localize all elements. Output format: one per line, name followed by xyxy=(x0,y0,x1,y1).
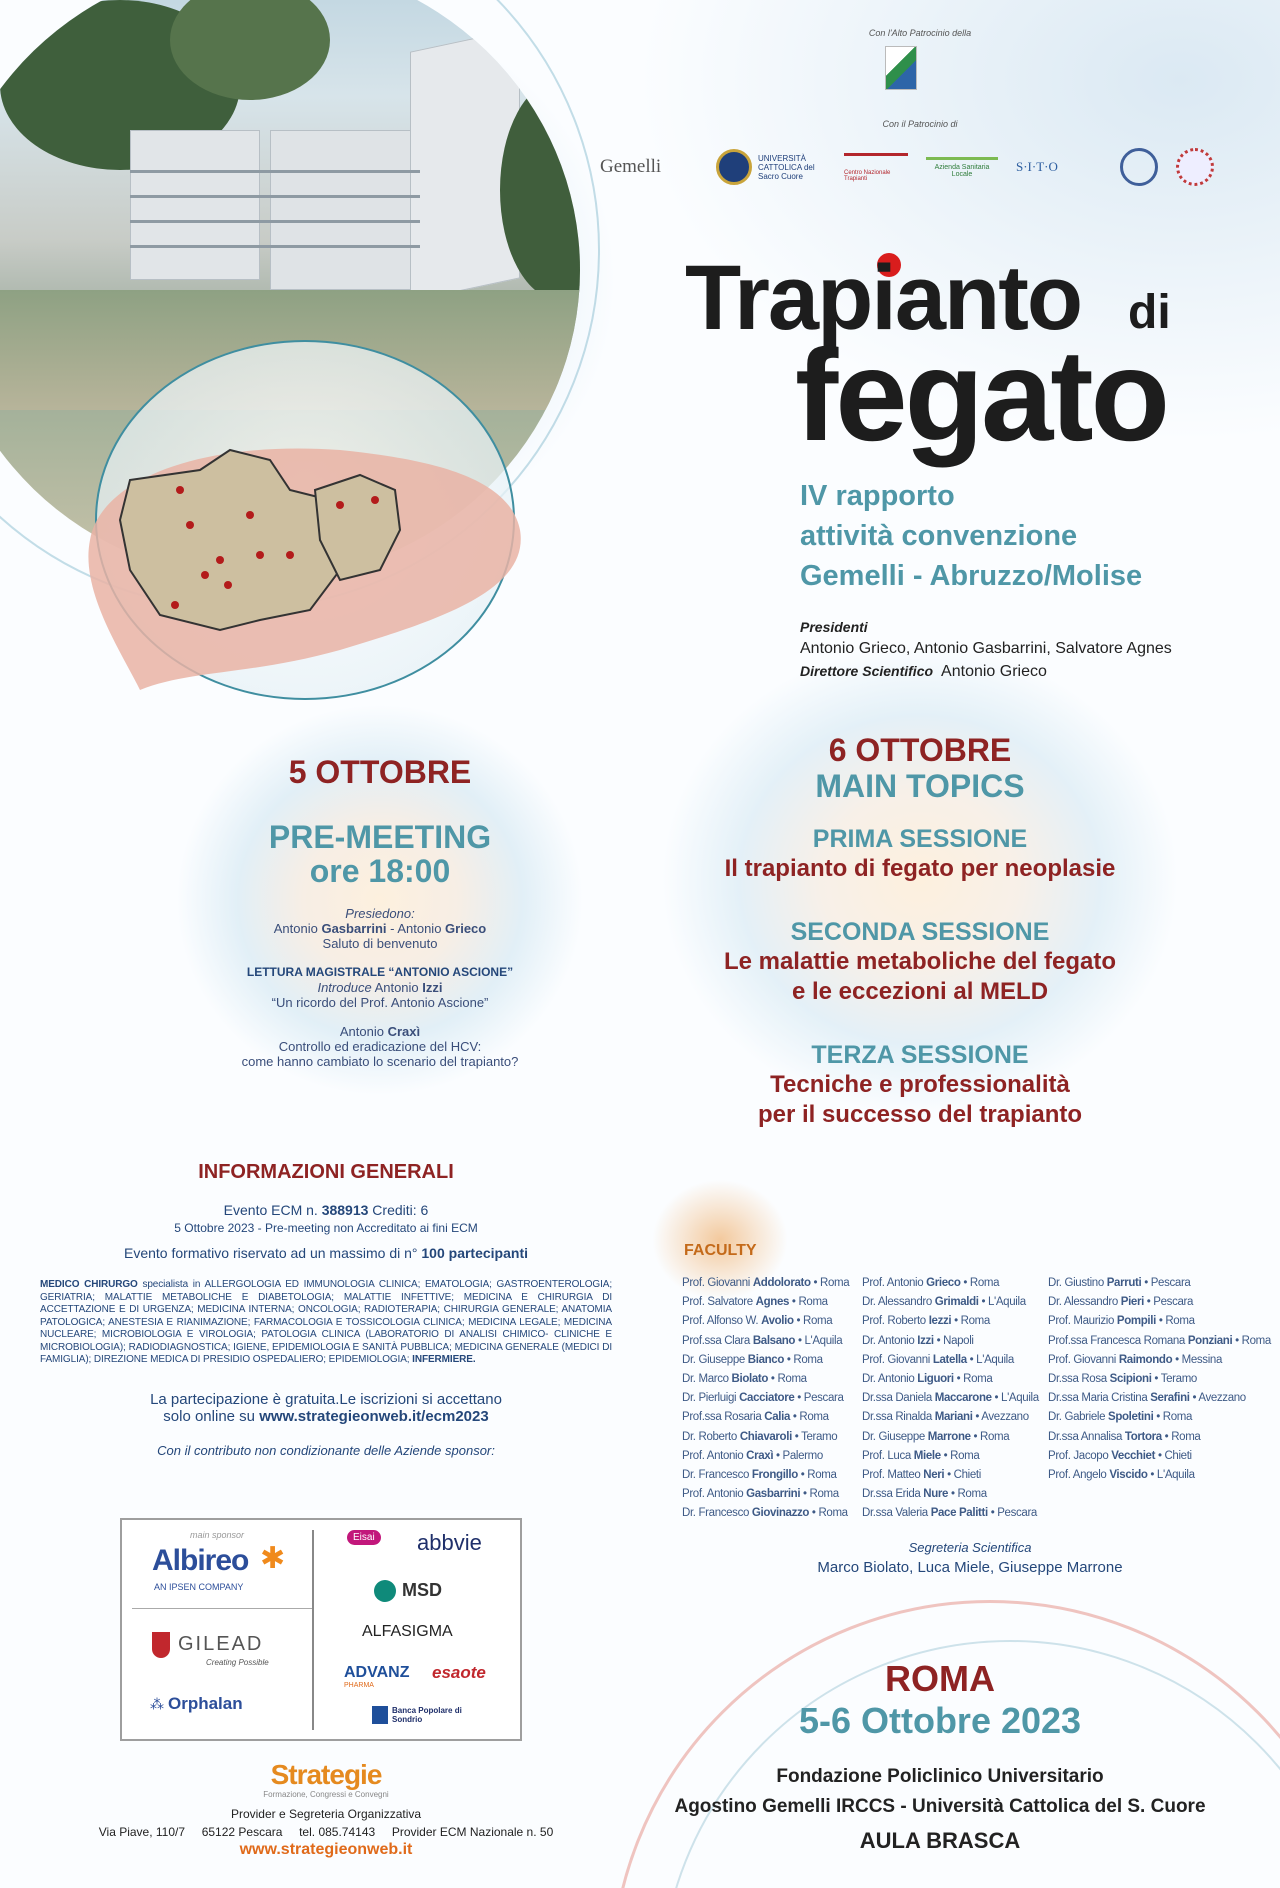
day1-lettura: LETTURA MAGISTRALE “ANTONIO ASCIONE” xyxy=(246,965,514,979)
online-line: solo online su www.strategieonweb.it/ecm2023 xyxy=(163,1407,489,1425)
title-di: di xyxy=(1128,286,1171,339)
session-2-title-2: e le eccezioni al MELD xyxy=(791,978,1049,1005)
albireo-logo: Albireo xyxy=(152,1544,249,1577)
day1-ricordo: “Un ricordo del Prof. Antonio Ascione” xyxy=(271,995,489,1010)
society-logo-icon xyxy=(1120,148,1158,186)
presidenti-label: Presidenti xyxy=(800,619,868,635)
faculty-member: Prof.ssa Clara Balsano • L'Aquila xyxy=(682,1334,843,1347)
venue-dates: 5-6 Ottobre 2023 xyxy=(798,1700,1082,1741)
faculty-column-1 xyxy=(682,1274,850,1524)
faculty-member: Prof. Roberto Iezzi • Roma xyxy=(862,1315,990,1328)
banca-logo: Banca Popolare di Sondrio xyxy=(372,1706,482,1724)
faculty-member: Dr. Antonio Izzi • Napoli xyxy=(862,1334,974,1347)
sponsor-divider xyxy=(312,1530,314,1730)
venue-city: ROMA xyxy=(885,1658,995,1699)
contributo-line: Con il contributo non condizionante delle Aziende sponsor: xyxy=(157,1442,495,1458)
regione-abruzzo-logo xyxy=(885,46,917,90)
albireo-sub: AN IPSEN COMPANY xyxy=(154,1582,244,1592)
abbvie-logo: abbvie xyxy=(417,1530,482,1555)
session-1-title: Il trapianto di fegato per neoplasie xyxy=(724,855,1116,882)
faculty-member: Dr.ssa Daniela Maccarone • L'Aquila xyxy=(862,1392,1039,1405)
advanz-sub: PHARMA xyxy=(344,1682,374,1689)
orphalan-icon: ⁂ xyxy=(150,1696,164,1712)
faculty-title: FACULTY xyxy=(684,1242,757,1259)
faculty-member: Dr.ssa Maria Cristina Serafini • Avezzano xyxy=(1048,1392,1246,1405)
faculty-member: Prof. Angelo Viscido • L'Aquila xyxy=(1048,1469,1195,1482)
venue-block xyxy=(640,1658,1240,1856)
esaote-logo: esaote xyxy=(432,1663,486,1682)
cnt-logo: Centro Nazionale Trapianti xyxy=(844,153,908,182)
faculty-member: Dr. Antonio Liguori • Roma xyxy=(862,1373,993,1386)
day1-title: PRE-MEETING xyxy=(268,819,492,855)
segreteria-block xyxy=(780,1540,1160,1576)
faculty-member: Prof. Antonio Craxì • Palermo xyxy=(682,1449,823,1462)
organizer-website[interactable]: www.strategieonweb.it xyxy=(239,1841,413,1858)
hero-subtitle xyxy=(800,476,1142,596)
faculty-member: Prof. Maurizio Pompili • Roma xyxy=(1048,1315,1195,1328)
faculty-member: Prof. Antonio Grieco • Roma xyxy=(862,1277,1000,1289)
faculty-member: Dr.ssa Erida Nure • Roma xyxy=(862,1488,987,1501)
albireo-star-icon: ✱ xyxy=(260,1542,286,1575)
direttore-name: Antonio Grieco xyxy=(941,663,1047,680)
day2-date: 6 OTTOBRE xyxy=(828,732,1012,768)
advanz-logo: ADVANZ xyxy=(344,1664,410,1681)
title-trapianto: Trapianto xyxy=(685,247,1082,349)
faculty-member: Prof. Giovanni Addolorato • Roma xyxy=(682,1277,850,1289)
session-2-label: SECONDA SESSIONE xyxy=(790,918,1050,946)
day1-introduce: Introduce Antonio Izzi xyxy=(317,980,443,995)
faculty-column-3 xyxy=(1048,1274,1271,1485)
faculty-member: Prof. Jacopo Vecchiet • Chieti xyxy=(1048,1449,1192,1462)
faculty-member: Dr. Giuseppe Marrone • Roma xyxy=(862,1430,1010,1443)
day2-topics: MAIN TOPICS xyxy=(815,768,1025,804)
faculty-member: Dr. Giustino Parruti • Pescara xyxy=(1048,1277,1191,1289)
sponsor-box xyxy=(120,1518,522,1741)
faculty-member: Dr. Alessandro Pieri • Pescara xyxy=(1048,1296,1194,1309)
faculty-member: Prof. Matteo Neri • Chieti xyxy=(862,1469,981,1482)
presidenti-names: Antonio Grieco, Antonio Gasbarrini, Salvatore Agnes xyxy=(800,640,1172,657)
ecm-note: 5 Ottobre 2023 - Pre-meeting non Accreditato ai fini ECM xyxy=(174,1221,478,1235)
gilead-icon xyxy=(152,1632,170,1658)
faculty-member: Prof. Alfonso W. Avolio • Roma xyxy=(682,1315,833,1328)
gilead-sub: Creating Possible xyxy=(206,1658,269,1667)
faculty-member: Prof. Giovanni Latella • L'Aquila xyxy=(862,1353,1014,1366)
venue-line-2: Agostino Gemelli IRCCS - Università Cattolica del S. Cuore xyxy=(674,1796,1206,1817)
day2-block xyxy=(650,732,1190,1130)
strategie-sub: Formazione, Congressi e Convegni xyxy=(263,1790,389,1799)
sito-logo: S·I·T·O xyxy=(1016,159,1058,174)
riservato-line: Evento formativo riservato ad un massimo di n° 100 partecipanti xyxy=(124,1245,528,1261)
organizer-role: Provider e Segreteria Organizzativa xyxy=(230,1807,422,1821)
registration-link[interactable]: www.strategieonweb.it/ecm2023 xyxy=(259,1407,489,1425)
subtitle-line-1: IV rapporto xyxy=(800,480,955,512)
faculty-member: Dr. Francesco Frongillo • Roma xyxy=(682,1469,837,1482)
info-block xyxy=(40,1160,612,1458)
main-sponsor-label: main sponsor xyxy=(189,1530,245,1540)
gilead-logo: GILEAD xyxy=(178,1633,264,1655)
faculty-member: Dr.ssa Valeria Pace Palitti • Pescara xyxy=(862,1507,1037,1520)
day1-talk-2: come hanno cambiato lo scenario del trapianto? xyxy=(241,1054,519,1069)
session-1-label: PRIMA SESSIONE xyxy=(812,825,1028,853)
society-logo-2-icon xyxy=(1176,148,1214,186)
day1-time: ore 18:00 xyxy=(309,853,451,889)
faculty-member: Prof.ssa Rosaria Calia • Roma xyxy=(682,1411,829,1424)
ecm-line: Evento ECM n. 388913 Crediti: 6 xyxy=(223,1202,429,1218)
session-2-title-1: Le malattie metaboliche del fegato xyxy=(723,948,1117,975)
venue-room: AULA BRASCA xyxy=(859,1828,1021,1853)
asl-logo: Azienda Sanitaria Locale xyxy=(926,157,998,178)
organizer-block xyxy=(40,1760,612,1859)
subtitle-line-3: Gemelli - Abruzzo/Molise xyxy=(800,560,1143,592)
faculty-member: Dr. Marco Biolato • Roma xyxy=(682,1373,807,1386)
segreteria-label: Segreteria Scientifica xyxy=(908,1540,1032,1555)
subtitle-line-2: attività convenzione xyxy=(800,520,1078,552)
title-fegato: fegato xyxy=(795,322,1167,468)
faculty-member: Prof.ssa Francesca Romana Ponziani • Roma xyxy=(1048,1334,1271,1347)
gratuita-line: La partecipazione è gratuita.Le iscrizioni si accettano xyxy=(150,1390,502,1408)
eisai-logo: Eisai xyxy=(347,1530,381,1545)
segreteria-names: Marco Biolato, Luca Miele, Giuseppe Marrone xyxy=(817,1559,1123,1576)
faculty-member: Prof. Antonio Gasbarrini • Roma xyxy=(682,1488,839,1501)
faculty-member: Dr. Alessandro Grimaldi • L'Aquila xyxy=(862,1296,1026,1309)
alfasigma-logo: ALFASIGMA xyxy=(362,1623,453,1640)
session-3-title-1: Tecniche e professionalità xyxy=(770,1071,1070,1098)
day1-welcome: Saluto di benvenuto xyxy=(322,936,438,951)
faculty-member: Dr.ssa Annalisa Tortora • Roma xyxy=(1048,1430,1201,1443)
venue-line-1: Fondazione Policlinico Universitario xyxy=(776,1766,1104,1787)
direttore-label: Direttore Scientifico xyxy=(800,663,934,679)
faculty-member: Dr. Giuseppe Bianco • Roma xyxy=(682,1353,823,1366)
session-3-label: TERZA SESSIONE xyxy=(811,1041,1029,1069)
faculty-member: Dr. Francesco Giovinazzo • Roma xyxy=(682,1507,848,1520)
patronage-logos-row xyxy=(600,146,1250,188)
faculty-member: Dr.ssa Rosa Scipioni • Teramo xyxy=(1048,1373,1197,1386)
faculty-member: Dr. Pierluigi Cacciatore • Pescara xyxy=(682,1392,844,1405)
day1-presiedono: Presiedono: xyxy=(345,906,415,921)
faculty-member: Dr.ssa Rinalda Mariani • Avezzano xyxy=(862,1411,1029,1424)
gemelli-logo: Gemelli xyxy=(600,156,662,177)
day1-block xyxy=(200,752,560,1069)
patrocinio-label: Con il Patrocinio di xyxy=(882,119,958,129)
faculty-member: Prof. Giovanni Raimondo • Messina xyxy=(1048,1353,1222,1366)
day1-date: 5 OTTOBRE xyxy=(288,754,472,790)
strategie-logo: Strategie xyxy=(270,1759,382,1790)
faculty-member: Prof. Luca Miele • Roma xyxy=(862,1449,980,1462)
msd-logo: MSD xyxy=(402,1580,442,1600)
day1-speaker: Antonio Craxì xyxy=(339,1024,421,1039)
session-3-title-2: per il successo del trapianto xyxy=(757,1101,1083,1128)
day1-chairs: Antonio Gasbarrini - Antonio Grieco xyxy=(273,921,487,936)
organizer-address: Via Piave, 110/7 65122 Pescara tel. 085.74143 Provider ECM Nazionale n. 50 xyxy=(98,1825,554,1839)
specialisti-text: MEDICO CHIRURGO specialista in ALLERGOLOGIA ED IMMUNOLOGIA CLINICA; EMATOLOGIA; GASTROENTEROLOGIA; GERIATRIA; MALATTIE METABOLICHE E DIABETOLOGIA; MALATTIE INFETTIVE; MEDICINA E CHIRURGIA DI ACCETTAZIONE E DI URGENZA; MEDICINA INTERNA; ONCOLOGIA; RADIOTERAPIA; CHIRURGIA GENERALE; ANATOMIA PATOLOGICA; ANESTESIA E RIANIMAZIONE; FARMACOLOGIA E TOSSICOLOGIA CLINICA; MEDICINA LEGALE; MEDICINA NUCLEARE; MICROBIOLOGIA E VIROLOGIA; PATOLOGIA CLINICA (LABORATORIO DI ANALISI CHIMICO- CLINICHE E MICROBIOLOGIA); RADIODIAGNOSTICA; IGIENE, EPIDEMIOLOGIA E SANITÀ PUBBLICA; MEDICINA GENERALE (MEDICI DI FAMIGLIA); DIREZIONE MEDICA DI PRESIDIO OSPEDALIERO; EPIDEMIOLOGIA; INFERMIERE. xyxy=(40,1279,612,1365)
presidents-block xyxy=(800,616,1172,683)
faculty-member: Dr. Roberto Chiavaroli • Teramo xyxy=(682,1430,838,1443)
info-title: INFORMAZIONI GENERALI xyxy=(198,1161,454,1183)
faculty-column-2 xyxy=(862,1274,1048,1524)
faculty-member: Dr. Gabriele Spoletini • Roma xyxy=(1048,1411,1193,1424)
orphalan-logo: Orphalan xyxy=(168,1694,243,1713)
day1-talk-1: Controllo ed eradicazione del HCV: xyxy=(278,1039,482,1054)
cattolica-seal-icon xyxy=(716,149,752,185)
cattolica-logo: UNIVERSITÀ CATTOLICA del Sacro Cuore xyxy=(716,149,826,185)
alto-patrocinio-label: Con l'Alto Patrocinio della xyxy=(868,28,972,38)
sponsor-hline xyxy=(132,1608,312,1609)
faculty-member: Prof. Salvatore Agnes • Roma xyxy=(682,1296,828,1309)
liver-map-illustration xyxy=(80,420,540,700)
msd-icon xyxy=(374,1580,396,1602)
